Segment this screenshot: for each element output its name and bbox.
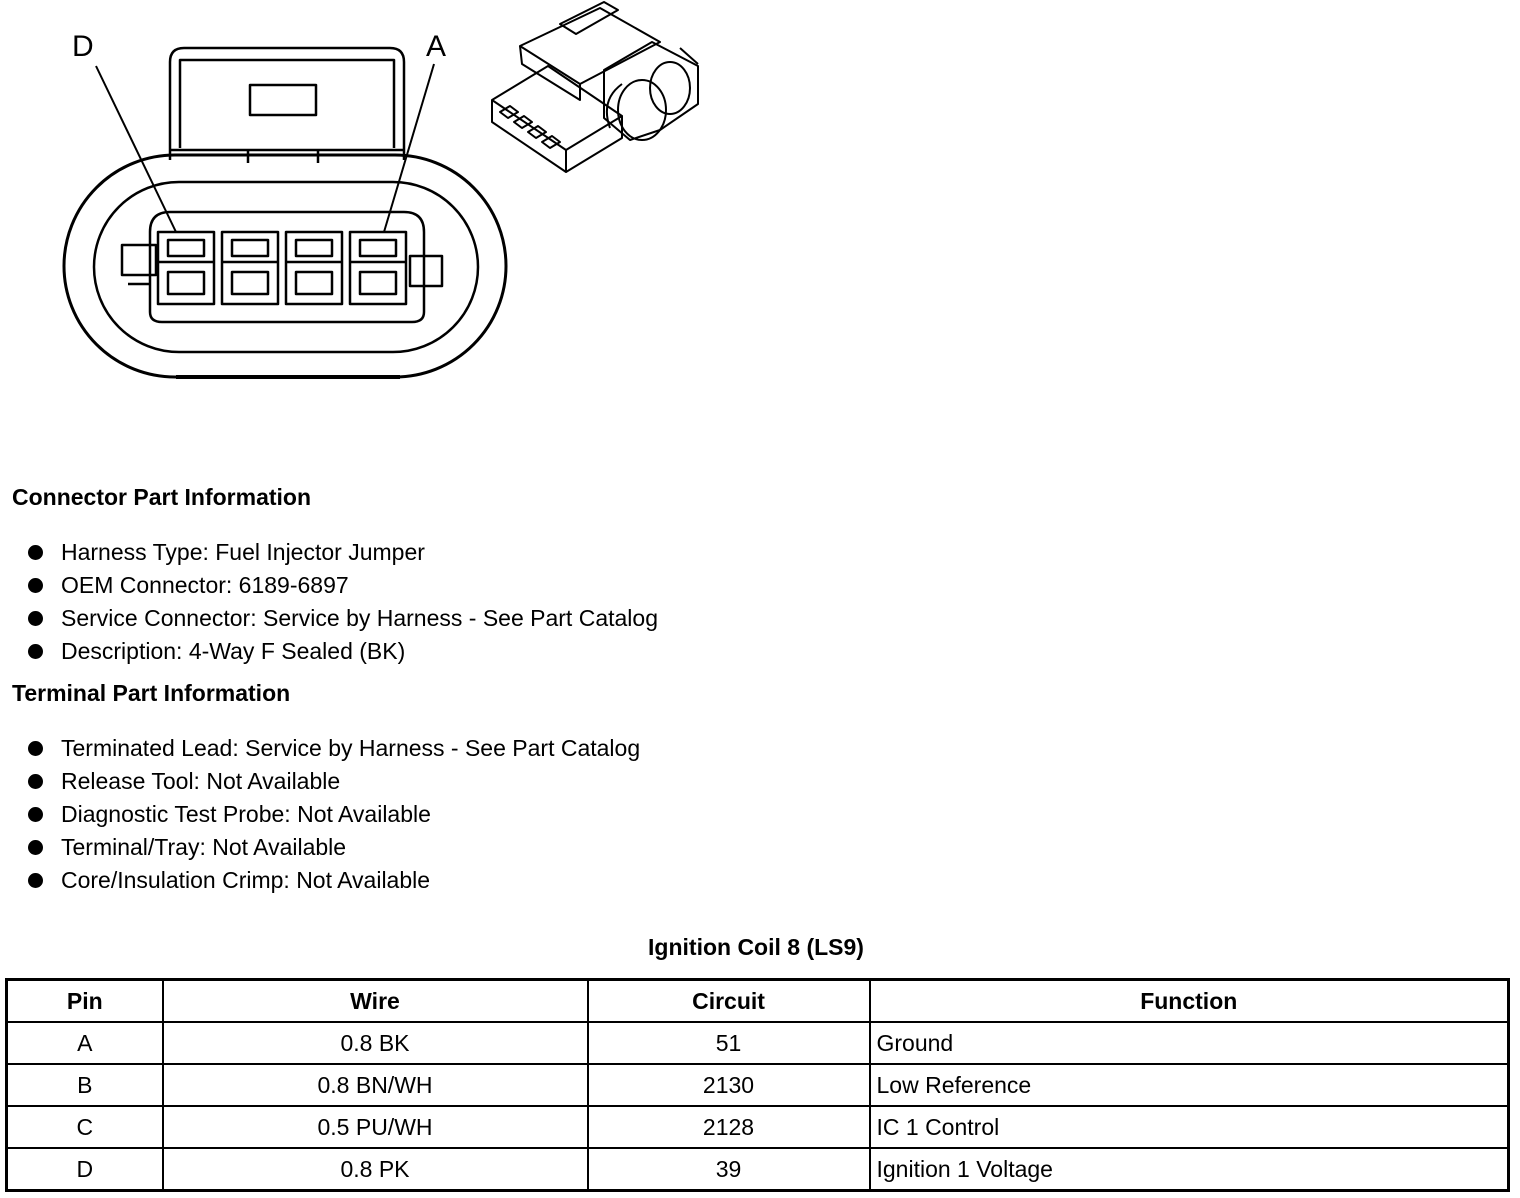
cell-wire: 0.8 PK	[163, 1148, 588, 1191]
pin-label-a: A	[426, 30, 447, 63]
cell-pin: B	[7, 1064, 163, 1106]
cell-circuit: 51	[588, 1022, 870, 1064]
pin-table-title: Ignition Coil 8 (LS9)	[648, 934, 864, 960]
list-item: Terminated Lead: Service by Harness - See Part Catalog	[28, 732, 640, 765]
bullet-icon	[28, 807, 43, 822]
table-row	[7, 1022, 1509, 1064]
connector-info-title: Connector Part Information	[12, 484, 312, 510]
table-row	[7, 1064, 1509, 1106]
connector-info-list	[28, 536, 658, 668]
list-item: OEM Connector: 6189-6897	[28, 569, 658, 602]
bullet-icon	[28, 644, 43, 659]
header-pin: Pin	[7, 980, 163, 1023]
pin-label-d: D	[72, 30, 94, 63]
table-row	[7, 1148, 1509, 1191]
terminal-info-title: Terminal Part Information	[12, 680, 291, 706]
cell-wire: 0.8 BK	[163, 1022, 588, 1064]
list-item: Description: 4-Way F Sealed (BK)	[28, 635, 658, 668]
cell-wire: 0.5 PU/WH	[163, 1106, 588, 1148]
cell-function: Low Reference	[870, 1064, 1509, 1106]
cell-function: Ground	[870, 1022, 1509, 1064]
cell-function: Ignition 1 Voltage	[870, 1148, 1509, 1191]
cell-circuit: 2128	[588, 1106, 870, 1148]
list-item: Core/Insulation Crimp: Not Available	[28, 864, 640, 897]
terminal-info-list	[28, 732, 640, 897]
list-item: Terminal/Tray: Not Available	[28, 831, 640, 864]
bullet-icon	[28, 578, 43, 593]
cell-function: IC 1 Control	[870, 1106, 1509, 1148]
list-item: Release Tool: Not Available	[28, 765, 640, 798]
cell-circuit: 2130	[588, 1064, 870, 1106]
header-function: Function	[870, 980, 1509, 1023]
cell-pin: D	[7, 1148, 163, 1191]
cell-circuit: 39	[588, 1148, 870, 1191]
connector-isometric-view	[492, 2, 698, 172]
header-circuit: Circuit	[588, 980, 870, 1023]
bullet-icon	[28, 840, 43, 855]
list-item: Diagnostic Test Probe: Not Available	[28, 798, 640, 831]
pin-table	[5, 978, 1510, 1192]
bullet-icon	[28, 611, 43, 626]
table-row	[7, 1106, 1509, 1148]
table-header-row	[7, 980, 1509, 1023]
bullet-icon	[28, 545, 43, 560]
bullet-icon	[28, 741, 43, 756]
terminal-cavities	[158, 232, 406, 304]
connector-diagram	[0, 0, 720, 400]
list-item: Harness Type: Fuel Injector Jumper	[28, 536, 658, 569]
list-item: Service Connector: Service by Harness - See Part Catalog	[28, 602, 658, 635]
cell-wire: 0.8 BN/WH	[163, 1064, 588, 1106]
cell-pin: A	[7, 1022, 163, 1064]
bullet-icon	[28, 873, 43, 888]
bullet-icon	[28, 774, 43, 789]
cell-pin: C	[7, 1106, 163, 1148]
header-wire: Wire	[163, 980, 588, 1023]
